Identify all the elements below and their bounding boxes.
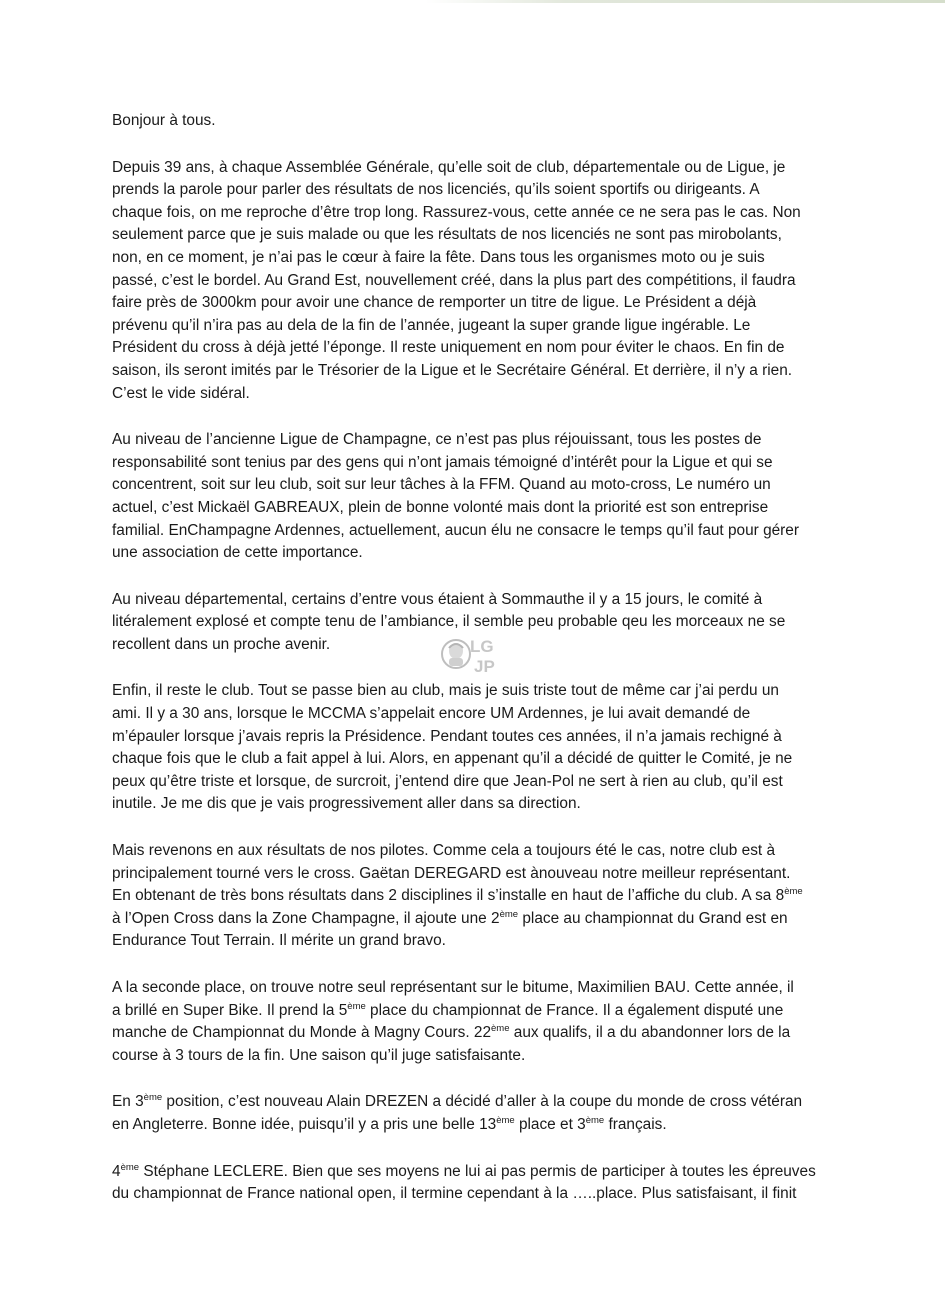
text-line: Au niveau de l’ancienne Ligue de Champagne, ce n’est pas plus réjouissant, tous les postes de xyxy=(112,431,762,449)
text-line: a brillé en Super Bike. Il prend la 5ème place du championnat de France. Il a également disputé une xyxy=(112,1000,784,1019)
watermark-text-top: LG xyxy=(470,637,494,656)
text-line: ami. Il y a 30 ans, lorsque le MCCMA s’appelait encore UM Ardennes, je lui avait demandé de xyxy=(112,705,751,723)
lgjp-watermark-logo xyxy=(438,628,502,680)
paragraph xyxy=(112,1161,834,1206)
text-line: litéralement explosé et compte tenu de l’ambiance, il semble peu probable qeu les morceaux ne se xyxy=(112,613,786,631)
text-line: A la seconde place, on trouve notre seul représentant sur le bitume, Maximilien BAU. Cette année, il xyxy=(112,979,794,996)
text-line: familial. EnChampagne Ardennes, actuellement, aucun élu ne consacre le temps qu’il faut pour gérer xyxy=(112,521,799,539)
ordinal-suffix: ème xyxy=(491,1023,510,1035)
text-line: une association de cette importance. xyxy=(112,544,363,562)
text-line: m’épauler lorsque j’avais repris la Présidence. Pendant toutes ces années, il n’a jamais rechigné à xyxy=(112,727,782,745)
greeting: Bonjour à tous. xyxy=(112,112,216,129)
paragraphs-container xyxy=(112,157,834,1206)
text-line: prévenu qu’il n’ira pas au dela de la fin de l’année, jugeant la super grande ligue ingérable. Le xyxy=(112,316,751,334)
paragraph xyxy=(112,977,834,1067)
ordinal-suffix: ème xyxy=(499,908,519,920)
paragraph xyxy=(112,840,834,953)
text-line: actuel, c’est Mickaël GABREAUX, plein de bonne volonté mais dont la priorité est son entreprise xyxy=(112,498,769,516)
text-line: saison, ils seront imités par le Trésorier de la Ligue et le Secrétaire Général. Et derrière, il n’y a rien. xyxy=(112,361,793,379)
text-line: seulement parce que je suis malade ou que les résultats de nos licenciés ne sont pas mirobolants, xyxy=(112,226,782,244)
paragraph xyxy=(112,157,834,406)
text-line: en Angleterre. Bonne idée, puisqu’il y a pris une belle 13ème place et 3ème français. xyxy=(112,1114,667,1133)
text-line: responsabilité sont tenius par des gens qui n’ont jamais témoigné d’intérêt pour la Ligue et qui se xyxy=(112,453,773,471)
text-line: En obtenant de très bons résultats dans 2 disciplines il s’installe en haut de l’affiche du club. A sa 8ème xyxy=(112,886,803,905)
ordinal-suffix: ème xyxy=(347,1000,366,1012)
ordinal-suffix: ème xyxy=(143,1092,163,1104)
text-line: non, en ce moment, je n’ai pas le cœur à faire la fête. Dans tous les organismes moto ou je suis xyxy=(112,248,765,266)
text-line: principalement tourné vers le cross. Gaëtan DEREGARD est ànouveau notre meilleur représentant. xyxy=(112,864,791,882)
paragraph xyxy=(112,429,834,565)
text-line: course à 3 tours de la fin. Une saison qu’il juge satisfaisante. xyxy=(112,1046,526,1064)
paragraph xyxy=(112,1091,834,1136)
text-line: à l’Open Cross dans la Zone Champagne, il ajoute une 2ème place au championnat du Grand est en xyxy=(112,908,788,927)
text-line: Enfin, il reste le club. Tout se passe bien au club, mais je suis triste tout de même car j’ai perdu un xyxy=(112,682,779,700)
text-line: inutile. Je me dis que je vais progressivement aller dans sa direction. xyxy=(112,795,581,813)
watermark-text-bottom: JP xyxy=(474,657,495,676)
text-line: du championnat de France national open, il termine cependant à la …..place. Plus satisfaisant, il finit xyxy=(112,1185,797,1203)
text-line: En 3ème position, c’est nouveau Alain DREZEN a décidé d’aller à la coupe du monde de cross vétéran xyxy=(112,1092,803,1111)
text-line: Au niveau départemental, certains d’entre vous étaient à Sommauthe il y a 15 jours, le comité à xyxy=(112,590,763,608)
text-line: faire près de 3000km pour avoir une chance de remporter un titre de ligue. Le Président a déjà xyxy=(112,294,757,312)
text-line: Endurance Tout Terrain. Il mérite un grand bravo. xyxy=(112,932,446,950)
ordinal-suffix: ème xyxy=(120,1161,140,1173)
text-line: 4ème Stéphane LECLERE. Bien que ses moyens ne lui ai pas permis de participer à toutes les épreuves xyxy=(112,1161,816,1180)
text-line: C’est le vide sidéral. xyxy=(112,384,250,402)
text-line: chaque fois que le club a fait appel à lui. Alors, en appenant qu’il a décidé de quitter le Comité, je ne xyxy=(112,750,793,768)
ordinal-suffix: ème xyxy=(496,1114,515,1126)
text-line: recollent dans un proche avenir. xyxy=(112,635,331,653)
text-line: Président du cross à déjà jetté l’éponge. Il reste uniquement en nom pour éviter le chaos. En fin de xyxy=(112,339,785,357)
scan-edge-line xyxy=(0,0,945,3)
text-line: prends la parole pour parler des résultats de nos licenciés, qu’ils soient sportifs ou dirigeants. A xyxy=(112,181,760,199)
text-line: Depuis 39 ans, à chaque Assemblée Générale, qu’elle soit de club, départementale ou de Ligue, je xyxy=(112,158,786,176)
text-line: passé, c’est le bordel. Au Grand Est, nouvellement créé, dans la plus part des compétitions, il faudra xyxy=(112,271,796,289)
ordinal-suffix: ème xyxy=(784,886,803,898)
ordinal-suffix: ème xyxy=(585,1114,605,1126)
text-line: concentrent, soit sur leu club, soit sur leur tâches à la FFM. Quand au moto-cross, Le numéro un xyxy=(112,476,771,494)
text-line: manche de Championnat du Monde à Magny Cours. 22ème aux qualifs, il a du abandonner lors de la xyxy=(112,1023,791,1042)
text-line: peux qu’être triste et lorsque, de surcroit, j’entend dire que Jean-Pol ne sert à rien au club, qu’il est xyxy=(112,772,783,790)
text-line: chaque fois, on me reproche d’être trop long. Rassurez-vous, cette année ce ne sera pas le cas. Non xyxy=(112,203,801,221)
paragraph xyxy=(112,680,834,816)
text-line: Mais revenons en aux résultats de nos pilotes. Comme cela a toujours été le cas, notre club est à xyxy=(112,842,775,860)
